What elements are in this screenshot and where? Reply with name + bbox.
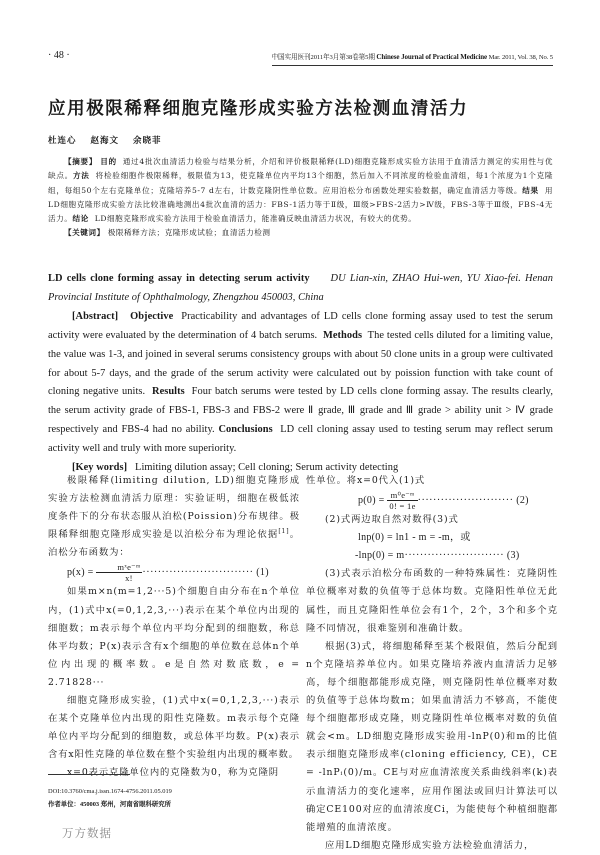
- equation-2: p(0) = $\frac{\text{m⁰e⁻ᵐ}}{0! = 1e}$ ························· (2): [358, 490, 529, 512]
- citation-ref: [1]: [278, 528, 290, 536]
- body-column-right: [306, 472, 558, 855]
- doi: DOI:10.3760/cma.j.issn.1674-4756.2011.05.019: [48, 788, 172, 795]
- keywords-text: 极限稀释方法；克隆形成试验；血清活力检测: [107, 228, 271, 238]
- conclusion-en-text: LD cell cloning assay used to testing serum may reflect serum activity well and truly with more superiority.: [48, 424, 553, 455]
- paragraph: (2)式两边取自然对数得(3)式: [325, 514, 459, 526]
- paragraph: x=0表示克隆单位内的克隆数为0，称为克隆阴: [67, 767, 280, 779]
- objective-en-label: Objective: [130, 310, 174, 322]
- body-column-left: [48, 472, 300, 783]
- english-authors: DU Lian-xin, ZHAO Hui-wen, YU Xiao-fei. Henan Provincial Institute of Ophthalmology, Zhengzhou 450003, China: [48, 273, 553, 303]
- english-title: LD cells clone forming assay in detecting serum activity: [48, 273, 310, 284]
- journal-name-en: Chinese Journal of Practical Medicine: [376, 53, 488, 61]
- paragraph: 如果m×n(m=1,2···5)个细胞自由分布在n个单位内，(1)式中x(=0,1,2,3,···)表示在某个单位内出现的细胞数；m表示每个单位内平均分配到的细胞数，称总体平均数；P(x)表示含有x个细胞的单位数在总体n个单位内出现的概率数。e是自然对数底数，e = 2.71828···: [48, 586, 300, 688]
- abstract-label: 【摘要】: [64, 157, 98, 166]
- equation-1: p(x) = $\frac{\text{mˣe⁻ᵐ}}{x!}$ ····························· (1): [67, 562, 269, 584]
- article-title: 应用极限稀释细胞克隆形成实验方法检测血清活力: [48, 99, 469, 119]
- paragraph: 性单位。将x=0代入(1)式: [306, 475, 426, 486]
- paragraph: 极限稀释(limiting dilution, LD)细胞克隆形成实验方法检测血清活力原理：实验证明，细胞在极低浓度条件下的分布状态服从泊松(Poission)分布规律。极限稀释细胞克隆形成实验是以泊松分布为理论依据[1]。泊松分布函数为：: [48, 475, 300, 559]
- author: 杜连心: [48, 136, 77, 146]
- keywords-en-text: Limiting dilution assay; Cell cloning; Serum activity detecting: [135, 462, 399, 474]
- page-number: · 48 ·: [48, 50, 70, 61]
- methods-en-text: The tested cells diluted for a limiting value, the value was 1-3, and joined in several serums consistency groups with about 50 clone units in a group were cultivated for about 5-7 days, and the grade of the serum activity were calculated out by poission function with take count of cloning negative units.: [48, 329, 553, 398]
- equation-3b: -lnp(0) = m·························· (3): [355, 550, 520, 562]
- results-label: 结果: [522, 185, 539, 195]
- author: 余晓菲: [132, 136, 162, 146]
- watermark: 万方数据: [62, 826, 112, 840]
- authors-cn: [48, 134, 171, 146]
- methods-text: 将检验细胞作极限稀释，极限值为13，使克隆单位内平均13个细胞，然后加入不同浓度的检验血清组，每1个浓度为1个克隆组，每组50个左右克隆单位；克隆培养5-7 d左右，计数克隆阴性单位数。应用泊松分布函数处理实验数据，确定血清活力等级。: [48, 171, 553, 195]
- abstract-en: [48, 270, 553, 478]
- abstract-cn: [48, 155, 553, 241]
- fraction: $\frac{\text{mˣe⁻ᵐ}}{x!}$: [96, 562, 142, 583]
- methods-en-label: Methods: [323, 329, 363, 341]
- paragraph: 根据(3)式，将细胞稀释至某个极限值，然后分配到n个克隆培养单位内。如果克隆培养液内血清活力足够高，每个细胞都能形成克隆，则克隆阴性单位概率对数的负值等于总体均数m；如果血清活力不够高，不能使每个细胞都形成克隆，则克隆阴性单位概率对数的负值就会<m。LD细胞克隆形成实验用-lnP(0)和m的比值表示细胞克隆形成率(cloning efficiency, CE)，CE = -lnPᵢ(0)/m。CE与对应血清浓度关系曲线斜率(k)表示血清活力的变化速率，应用作图法或回归计算法可以确定CE100对应的血清浓度Ci，为能使每个种植细胞都能增殖的血清浓度。: [306, 640, 558, 833]
- equation-number: (1): [256, 567, 269, 579]
- paragraph: 应用LD细胞克隆形成实验方法检验血清活力，: [325, 839, 535, 851]
- keywords-label: 【关键词】: [64, 228, 105, 238]
- paragraph: (3)式表示泊松分布函数的一种特殊属性：克隆阴性单位概率对数的负值等于总体均数。克隆阳性单位无此属性，而且克隆阳性单位会有1个，2个，3个和多个克隆不同情况，很难鉴别和准确计数。: [306, 568, 558, 634]
- methods-label: 方法: [72, 171, 90, 181]
- fraction: $\frac{\text{m⁰e⁻ᵐ}}{0! = 1e}$: [389, 490, 416, 512]
- results-en-label: Results: [152, 386, 185, 398]
- footnote-divider: [48, 774, 130, 775]
- results-text: 用LD细胞克隆形成实验方法比较准确地测出4批次血清的活力：FBS-1活力等于Ⅱ级，Ⅲ级>FBS-2活力>Ⅳ级，FBS-3等于Ⅲ级，FBS-4无活力。: [48, 185, 553, 224]
- equation-3a: lnp(0) = ln1 - m = -m，或: [358, 532, 471, 544]
- equation-number: (3): [506, 550, 520, 562]
- conclusion-label: 结论: [72, 214, 89, 224]
- objective-text: 通过4批次血清活力检验与结果分析，介绍和评价极限稀释(LD)细胞克隆形成实验方法用于血清活力测定的实用性与优缺点。: [48, 157, 554, 181]
- abstract-en-label: [Abstract]: [72, 310, 119, 322]
- equation-number: (2): [516, 494, 529, 506]
- running-header: [48, 50, 553, 64]
- journal-issue: Mar. 2011, Vol. 38, No. 5: [488, 54, 553, 61]
- objective-en-text: Practicability and advantages of LD cells clone forming assay used to test the serum activity were evaluated by the determination of 4 batch serums.: [48, 310, 554, 341]
- conclusion-en-label: Conclusions: [218, 424, 273, 436]
- results-en-text: Four batch serums were tested by LD cells clone forming assay. The results clearly, the serum activity grade of FBS-1, FBS-3 and FBS-2 were Ⅱ grade, Ⅲ grade and Ⅲ grade > ability unit > Ⅳ grade respectively and FBS-4 had no ability.: [48, 386, 554, 436]
- journal-citation: [272, 51, 553, 66]
- paragraph: 细胞克隆形成实验，(1)式中x(=0,1,2,3,···)表示在某个克隆单位内出现的阳性克隆数。m表示每个克隆单位内平均分配到的细胞数，或总体平均数。P(x)表示含有x阳性克隆的单位数在整个实验组内出现的概率数。: [48, 695, 300, 761]
- conclusion-text: LD细胞克隆形成实验方法用于检验血清活力，能准确反映血清活力状况，有较大的优势。: [94, 214, 417, 224]
- author: 赵海文: [90, 136, 119, 146]
- keywords-en-label: [Key words]: [72, 462, 128, 474]
- author-affiliation: 作者单位：450003 郑州，河南省眼科研究所: [48, 801, 172, 808]
- journal-name-cn: 中国实用医刊2011年3月第38卷第5期: [271, 54, 375, 61]
- objective-label: 目的: [100, 157, 117, 166]
- footnotes: [48, 785, 172, 811]
